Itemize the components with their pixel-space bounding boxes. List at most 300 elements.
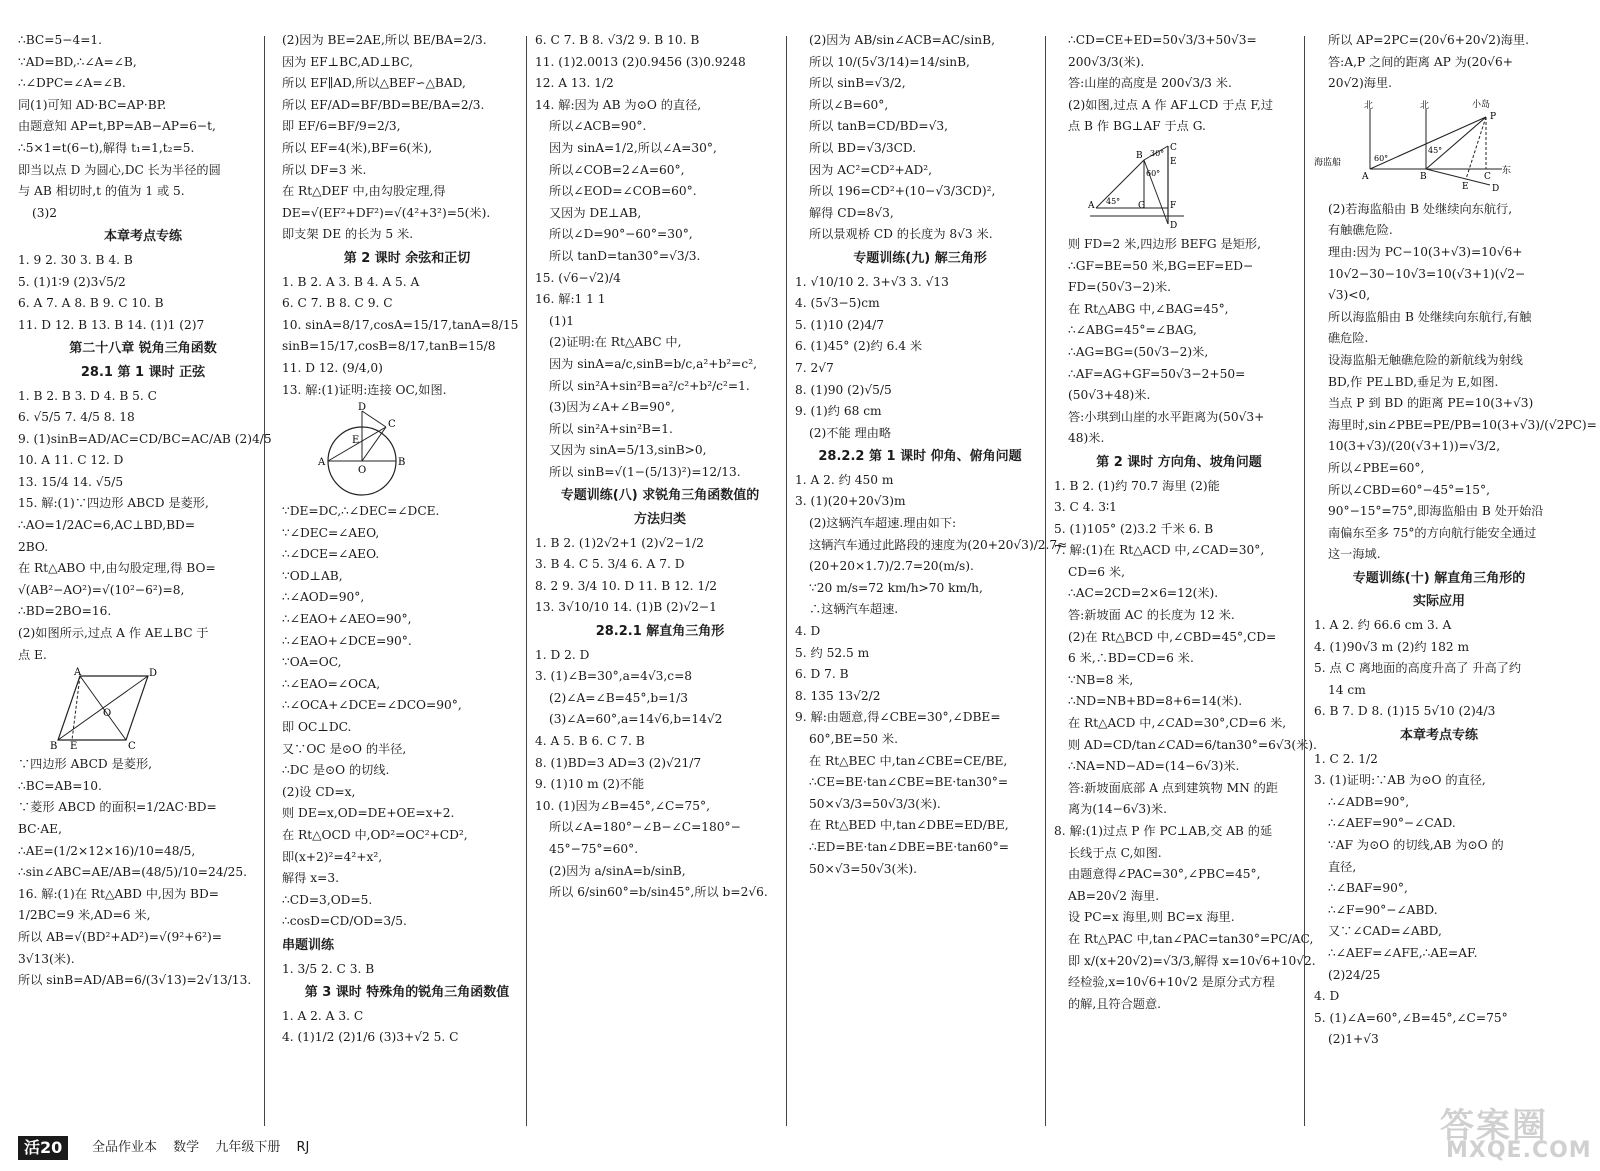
answer-line: 1. 3/5 2. C 3. B [282, 961, 375, 976]
answer-line: 48)米. [1068, 431, 1105, 446]
answer-column-5 [1054, 30, 1317, 1130]
answer-line: 9. (1)约 68 cm [795, 404, 882, 419]
answer-line: 解得 x=3. [282, 871, 339, 886]
answer-line: 解得 CD=8√3, [809, 205, 894, 220]
answer-line: 因为 EF⊥BC,AD⊥BC, [282, 54, 413, 69]
answer-line: 所以海监船由 B 处继续向东航行,有触 [1328, 309, 1532, 324]
answer-line: ∴AC=2CD=2×6=12(米). [1068, 586, 1219, 601]
answer-line: 设海监船无触礁危险的新航线为射线 [1328, 352, 1523, 367]
answer-line: 5. (1)105° (2)3.2 千米 6. B [1054, 521, 1214, 536]
answer-line: ∵AF 为⊙O 的切线,AB 为⊙O 的 [1328, 838, 1504, 852]
answer-line: 3. (1)∠B=30°,a=4√3,c=8 [535, 669, 693, 684]
answer-line: 9. (1)10 m (2)不能 [535, 777, 645, 792]
answer-column-3 [535, 30, 785, 1130]
answer-line: 2BO. [18, 539, 49, 554]
answer-line: (2)这辆汽车超速.理由如下: [809, 516, 957, 531]
answer-line: 所以∠ACB=90°. [549, 119, 647, 134]
answer-line: 即当以点 D 为圆心,DC 长为半径的圆 [18, 162, 221, 177]
answer-line: ∴∠OCA+∠DCE=∠DCO=90°, [282, 698, 462, 713]
answer-line: 11. D 12. B 13. B 14. (1)1 (2)7 [18, 317, 205, 332]
section-heading: 专题训练(十) 解直角三角形的 [1352, 570, 1526, 586]
answer-line: 50×√3/3=50√3/3(米). [809, 796, 941, 811]
answer-line: 在 Rt△ABO 中,由勾股定理,得 BO= [18, 561, 216, 576]
answer-line: CD=6 米, [1068, 564, 1125, 579]
answer-line: 5. (1)∠A=60°,∠B=45°,∠C=75° [1314, 1010, 1508, 1025]
answer-line: ∴BC=5−4=1. [18, 33, 103, 47]
answer-line: ∵四边形 ABCD 是菱形, [18, 757, 153, 772]
answer-line: ∴5×1=t(6−t),解得 t₁=1,t₂=5. [18, 140, 195, 155]
answer-line: 在 Rt△BEC 中,tan∠CBE=CE/BE, [809, 753, 1008, 768]
answer-line: 又因为 DE⊥AB, [549, 205, 642, 220]
answer-line: (2)设 CD=x, [282, 784, 356, 799]
answer-line: √(AB²−AO²)=√(10²−6²)=8, [18, 582, 185, 597]
page-footer [0, 1134, 1600, 1164]
answer-line: ∴∠EAO=∠OCA, [282, 676, 381, 691]
answer-line: ∴GF=BE=50 米,BG=EF=ED− [1068, 258, 1254, 273]
answer-line: (2)因为 a/sinA=b/sinB, [549, 863, 686, 878]
answer-line: 6. B 7. D 8. (1)15 5√10 (2)4/3 [1314, 704, 1496, 719]
answer-line: ∴∠AEF=∠AFE,∴AE=AF. [1328, 945, 1478, 960]
answer-line: 答:新坡面底部 A 点到建筑物 MN 的距 [1068, 780, 1278, 795]
answer-line: 所以∠A=180°−∠B−∠C=180°− [549, 820, 741, 835]
answer-line: ∴AE=(1/2×12×16)/10=48/5, [18, 843, 196, 858]
answer-line: 200√3/3(米). [1068, 54, 1145, 69]
answer-line: 所以景观桥 CD 的长度为 8√3 米. [809, 227, 993, 242]
fig2-label: B [398, 457, 406, 469]
fig4-label: 海监船 [1314, 157, 1342, 168]
answer-line: (2)∠A=∠B=45°,b=1/3 [549, 690, 688, 705]
answer-line: 8. 135 13√2/2 [795, 688, 881, 703]
answer-line: 1. 9 2. 30 3. B 4. B [18, 252, 133, 267]
fig4-label: 小岛 [1472, 99, 1491, 110]
answer-line: ∴BC=AB=10. [18, 778, 102, 793]
answer-line: 这一海域. [1328, 547, 1381, 562]
section-heading: 28.1 第 1 课时 正弦 [80, 364, 206, 380]
answer-line: 有触礁危险. [1328, 223, 1393, 238]
answer-line: ∴NA=ND−AD=(14−6√3)米. [1068, 759, 1240, 774]
answer-line: 所以∠PBE=60°, [1328, 460, 1425, 475]
answer-line: 3. C 4. 3∶1 [1054, 500, 1117, 515]
section-heading: 专题训练(九) 解三角形 [853, 250, 987, 266]
fig4-label: 东 [1502, 165, 1512, 176]
answer-line: 12. A 13. 1/2 [535, 76, 614, 91]
section-heading: 本章考点专练 [103, 229, 182, 245]
fig3-label: A [1088, 200, 1095, 211]
answer-line: 同(1)可知 AD·BC=AP·BP. [18, 97, 167, 112]
answer-line: 13. 15/4 14. √5/5 [18, 474, 124, 489]
answer-line: ∴AG=BG=(50√3−2)米, [1068, 344, 1209, 359]
answer-line: 因为 sinA=1/2,所以∠A=30°, [549, 140, 717, 155]
answer-line: (2)不能 理由略 [809, 425, 892, 440]
answer-line: 所以 EF=4(米),BF=6(米), [282, 140, 433, 155]
answer-line: 经检验,x=10√6+10√2 是原分式方程 [1068, 975, 1275, 990]
answer-line: 的解,且符合题意. [1068, 996, 1162, 1011]
answer-line: 4. (1)90√3 m (2)约 182 m [1314, 639, 1470, 654]
answer-line: 即 EF/6=BF/9=2/3, [282, 119, 401, 134]
answer-line: 3. (1)(20+20√3)m [795, 494, 906, 509]
answer-line: sinB=15/17,cosB=8/17,tanB=15/8 [282, 339, 496, 354]
answer-line: 答:山崖的高度是 200√3/3 米. [1068, 76, 1232, 91]
answer-line: 8. (1)BD=3 AD=3 (2)√21/7 [535, 755, 702, 770]
answer-line: 所以 sinB=√3/2, [809, 76, 906, 91]
answer-line: (3)2 [32, 205, 58, 220]
answer-line: 在 Rt△DEF 中,由勾股定理,得 [282, 184, 446, 199]
answer-line: 1. A 2. 约 450 m [795, 472, 894, 487]
answer-line: ∴CD=CE+ED=50√3/3+50√3= [1068, 33, 1257, 47]
fig4-label: P [1490, 111, 1497, 122]
sea-navigation-figure [1314, 99, 1514, 195]
column-divider [1045, 36, 1046, 1126]
answer-line: 所以∠D=90°−60°=30°, [549, 227, 693, 242]
answer-line: 7. 2√7 [795, 360, 834, 375]
answer-line: 1. A 2. A 3. C [282, 1008, 364, 1023]
answer-line: 6. D 7. B [795, 667, 849, 682]
section-heading: 第 3 课时 特殊角的锐角三角函数值 [304, 985, 510, 1001]
fig4-label: A [1362, 171, 1369, 182]
answer-line: 4. A 5. B 6. C 7. B [535, 734, 645, 748]
answer-line: 所以∠B=60°, [809, 97, 889, 112]
answer-line: 所以 AP=2PC=(20√6+20√2)海里. [1328, 33, 1529, 47]
fig4-label: 60° [1374, 153, 1389, 163]
answer-line: 又∵∠CAD=∠ABD, [1328, 924, 1442, 939]
section-heading: 第 2 课时 余弦和正切 [343, 250, 471, 266]
fig4-label: B [1420, 171, 1427, 182]
fig2-label: C [388, 419, 396, 431]
answer-line: 则 FD=2 米,四边形 BEFG 是矩形, [1068, 236, 1261, 251]
cliff-figure [1084, 142, 1194, 230]
answer-line: BC·AE, [18, 822, 62, 836]
answer-line: DE=√(EF²+DF²)=√(4²+3²)=5(米). [282, 205, 491, 220]
answer-line: (2)如图,过点 A 作 AF⊥CD 于点 F,过 [1068, 97, 1274, 112]
answer-line: 又因为 sinA=5/13,sinB>0, [549, 443, 707, 458]
answer-line: 所以 sinB=√(1−(5/13)²)=12/13. [549, 464, 741, 479]
answer-column-6 [1314, 30, 1597, 1130]
answer-line: ∴ND=NB+BD=8+6=14(米). [1068, 694, 1243, 709]
answer-line: ∴∠ABG=45°=∠BAG, [1068, 323, 1197, 338]
answer-line: 60°,BE=50 米. [809, 732, 898, 746]
section-heading: 本章考点专练 [1399, 728, 1478, 744]
fig4-label: 北 [1364, 100, 1374, 111]
fig4-label: 45° [1428, 145, 1443, 155]
column-divider [1304, 36, 1305, 1126]
answer-line: (2)如图所示,过点 A 作 AE⊥BC 于 [18, 626, 209, 641]
answer-line: 5. (1)10 (2)4/7 [795, 317, 885, 332]
answer-line: 8. 解:(1)过点 P 作 PC⊥AB,交 AB 的延 [1054, 824, 1273, 838]
answer-line: ∵20 m/s=72 km/h>70 km/h, [809, 580, 983, 595]
fig1-label: B [50, 741, 58, 753]
section-heading: 实际应用 [1412, 594, 1465, 610]
answer-line: 6 米,∴BD=CD=6 米. [1068, 651, 1194, 666]
answer-line: 礁危险. [1328, 331, 1369, 346]
fig3-label: 30° [1150, 148, 1165, 158]
answer-line: 4. (1)1/2 (2)1/6 (3)3+√2 5. C [282, 1030, 459, 1045]
answer-line: 所以 sin²A+sin²B=1. [549, 421, 673, 436]
fig3-label: 45° [1106, 196, 1121, 206]
answer-line: (2)24/25 [1328, 967, 1381, 982]
answer-line: 点 B 作 BG⊥AF 于点 G. [1068, 119, 1206, 134]
rhombus-figure [48, 667, 158, 753]
grade-label: 九年级下册 [215, 1140, 281, 1155]
answer-line: 3. B 4. C 5. 3/4 6. A 7. D [535, 557, 685, 572]
answer-line: 5. 约 52.5 m [795, 645, 870, 660]
answer-line: 即支架 DE 的长为 5 米. [282, 227, 414, 242]
answer-line: 因为 AC²=CD²+AD², [809, 162, 932, 177]
answer-line: ∴∠DPC=∠A=∠B. [18, 76, 126, 91]
fig4-label: 北 [1420, 100, 1430, 111]
book-title: 全品作业本 [92, 1140, 158, 1155]
subject-label: 数学 [173, 1140, 200, 1155]
section-heading: 第 2 课时 方向角、坡角问题 [1096, 454, 1262, 470]
answer-line: 4. (5√3−5)cm [795, 296, 880, 311]
answer-line: 7. 解:(1)在 Rt△ACD 中,∠CAD=30°, [1054, 543, 1265, 558]
answer-line: 1/2BC=9 米,AD=6 米, [18, 908, 151, 923]
answer-line: 16. 解:1 1 1 [535, 292, 606, 307]
answer-line: ∴BD=2BO=16. [18, 604, 112, 619]
fig2-label: O [358, 465, 367, 477]
answer-line: 45°−75°=60°. [549, 841, 639, 856]
answer-line: (2)在 Rt△BCD 中,∠CBD=45°,CD= [1068, 629, 1277, 644]
answer-line: AB=20√2 海里. [1068, 888, 1160, 903]
answer-line: 1. A 2. 约 66.6 cm 3. A [1314, 618, 1452, 633]
answer-line: 则 AD=CD/tan∠CAD=6/tan30°=6√3(米). [1068, 737, 1317, 752]
answer-line: 海里时,sin∠PBE=PE/PB=10(3+√3)/(√2PC)= [1328, 417, 1597, 432]
answer-line: ∴CD=3,OD=5. [282, 892, 373, 907]
answer-line: 5. 点 C 离地面的高度升高了 升高了约 [1314, 661, 1522, 676]
answer-line: 长线于点 C,如图. [1068, 845, 1162, 860]
answer-line: 6. (1)45° (2)约 6.4 米 [795, 339, 923, 354]
answer-line: 所以∠COB=2∠A=60°, [549, 162, 685, 177]
answer-line: 南偏东至多 75°的方向航行能安全通过 [1328, 525, 1537, 540]
answer-line: √3)<0, [1328, 288, 1371, 303]
answer-line: 1. B 2. (1)约 70.7 海里 (2)能 [1054, 478, 1220, 493]
answer-line: 即(x+2)²=4²+x², [282, 849, 383, 864]
answer-line: 6. √5/5 7. 4/5 8. 18 [18, 410, 135, 425]
answer-line: 则 DE=x,OD=DE+OE=x+2. [282, 806, 455, 821]
answer-line: 11. D 12. (9/4,0) [282, 360, 383, 375]
answer-line: 即 OC⊥DC. [282, 720, 352, 735]
answer-line: (3)因为∠A+∠B=90°, [549, 400, 675, 415]
answer-line: ∴∠ADB=90°, [1328, 794, 1410, 809]
answer-line: 在 Rt△OCD 中,OD²=OC²+CD², [282, 828, 468, 842]
answer-line: 所以 sin²A+sin²B=a²/c²+b²/c²=1. [549, 378, 750, 393]
answer-line: 在 Rt△PAC 中,tan∠PAC=tan30°=PC/AC, [1068, 931, 1314, 946]
answer-line: 即 x/(x+20√2)=√3/3,解得 x=10√6+10√2. [1068, 953, 1316, 968]
answer-line: 6. A 7. A 8. B 9. C 10. B [18, 296, 164, 311]
answer-line: 6. C 7. B 8. √3/2 9. B 10. B [535, 33, 700, 47]
answer-line: 在 Rt△ABG 中,∠BAG=45°, [1068, 301, 1229, 316]
answer-line: 1. √10/10 2. 3+√3 3. √13 [795, 274, 949, 289]
fig1-label: C [128, 741, 136, 753]
answer-line: FD=(50√3−2)米. [1068, 280, 1172, 295]
section-heading: 28.2.2 第 1 课时 仰角、俯角问题 [818, 449, 1022, 465]
fig4-label: C [1484, 171, 1491, 182]
answer-line: 所以 AB=√(BD²+AD²)=√(9²+6²)= [18, 929, 222, 944]
edition-label: RJ [296, 1140, 310, 1155]
fig1-label: E [70, 741, 78, 753]
answer-column-2 [282, 30, 532, 1130]
answer-line: 6. C 7. B 8. C 9. C [282, 296, 393, 311]
answer-line: 3√13(米). [18, 951, 75, 966]
answer-line: ∵OA=OC, [282, 655, 342, 670]
section-heading: 第二十八章 锐角三角函数 [69, 341, 217, 357]
answer-line: 50×√3=50√3(米). [809, 861, 918, 876]
answer-line: ∴∠AOD=90°, [282, 590, 365, 605]
answer-line: 10. sinA=8/17,cosA=15/17,tanA=8/15 [282, 317, 519, 332]
book-info [92, 1138, 321, 1158]
answer-line: (2)1+√3 [1328, 1032, 1379, 1047]
fig3-label: C [1170, 142, 1177, 153]
answer-line: 所以∠CBD=60°−45°=15°, [1328, 482, 1490, 497]
answer-line: ∴AF=AG+GF=50√3−2+50= [1068, 366, 1246, 381]
answer-line: 4. D [795, 624, 821, 639]
answer-line: 设 PC=x 海里,则 BC=x 海里. [1068, 910, 1235, 925]
answer-line: ∴cosD=CD/OD=3/5. [282, 914, 407, 929]
section-heading: 28.2.1 解直角三角形 [595, 624, 725, 640]
answer-line: 当点 P 到 BD 的距离 PE=10(3+√3) [1328, 396, 1534, 411]
answer-line: (2)证明:在 Rt△ABC 中, [549, 335, 682, 350]
fig1-label: O [103, 708, 112, 720]
answer-column-4 [795, 30, 1068, 1130]
answer-line: 又∵OC 是⊙O 的半径, [282, 741, 407, 756]
answer-line: 所以 196=CD²+(10−√3/3CD)², [809, 184, 996, 199]
answer-line: 所以 DF=3 米. [282, 162, 367, 177]
answer-line: 在 Rt△BED 中,tan∠DBE=ED/BE, [809, 818, 1009, 833]
answer-line: 与 AB 相切时,t 的值为 1 或 5. [18, 184, 185, 199]
answer-line: (2)因为 BE=2AE,所以 BE/BA=2/3. [282, 33, 487, 47]
answer-line: 10. A 11. C 12. D [18, 453, 124, 468]
fig3-label: E [1170, 156, 1177, 167]
answer-line: 所以 tanD=tan30°=√3/3. [549, 248, 701, 263]
answer-column-1 [18, 30, 272, 1130]
answer-line: 1. B 2. B 3. D 4. B 5. C [18, 388, 157, 403]
answer-line: 点 E. [18, 647, 47, 662]
answer-line: 10. (1)因为∠B=45°,∠C=75°, [535, 798, 710, 813]
answer-line: 1. D 2. D [535, 647, 590, 662]
answer-line: 因为 sinA=a/c,sinB=b/c,a²+b²=c², [549, 356, 757, 371]
column-divider [526, 36, 527, 1126]
answer-line: 11. (1)2.0013 (2)0.9456 (3)0.9248 [535, 54, 746, 69]
fig3-label: D [1170, 220, 1178, 231]
fig3-label: 60° [1146, 168, 1161, 178]
fig3-label: G [1138, 200, 1146, 211]
answer-line: ∵AD=BD,∴∠A=∠B, [18, 54, 137, 69]
answer-line: 答:A,P 之间的距离 AP 为(20√6+ [1328, 54, 1513, 69]
answer-line: ∴∠EAO+∠AEO=90°, [282, 612, 412, 627]
answer-line: 所以 EF∥AD,所以△BEF∽△BAD, [282, 76, 466, 91]
section-heading: 方法归类 [633, 512, 686, 528]
answer-line: ∴ED=BE·tan∠DBE=BE·tan60°= [809, 839, 1009, 854]
answer-line: 20√2)海里. [1328, 76, 1393, 91]
page-number-badge: 活20 [18, 1136, 68, 1160]
answer-line: 由题意知 AP=t,BP=AB−AP=6−t, [18, 119, 216, 134]
answer-line: ∵NB=8 米, [1068, 672, 1134, 687]
answer-line: 16. 解:(1)在 Rt△ABD 中,因为 BD= [18, 886, 219, 901]
column-divider [786, 36, 787, 1126]
answer-line: 1. C 2. 1/2 [1314, 751, 1378, 766]
answer-line: 所以∠EOD=∠COB=60°. [549, 184, 697, 199]
answer-line: (1)1 [549, 313, 575, 328]
answer-line: 15. (√6−√2)/4 [535, 270, 621, 285]
answer-line: ∴sin∠ABC=AE/AB=(48/5)/10=24/25. [18, 865, 247, 880]
answer-line: ∴∠AEF=90°−∠CAD. [1328, 816, 1456, 831]
answer-line: 9. 解:由题意,得∠CBE=30°,∠DBE= [795, 710, 1001, 725]
watermark-url: MXQE.COM [1446, 1138, 1592, 1163]
answer-line: (50√3+48)米. [1068, 388, 1151, 403]
answer-line: ∴AO=1/2AC=6,AC⊥BD,BD= [18, 518, 196, 533]
answer-line: ∴∠BAF=90°, [1328, 881, 1408, 896]
fig4-label: E [1462, 181, 1469, 192]
answer-line: ∵OD⊥AB, [282, 568, 343, 583]
answer-line: 所以 EF/AD=BF/BD=BE/BA=2/3. [282, 97, 485, 112]
answer-line: 在 Rt△ACD 中,∠CAD=30°,CD=6 米, [1068, 716, 1287, 731]
answer-line: 90°−15°=75°,即海监船由 B 处开始沿 [1328, 504, 1544, 519]
answer-line: ∴∠F=90°−∠ABD. [1328, 902, 1438, 917]
answer-line: ∴∠DCE=∠AEO. [282, 547, 380, 562]
watermark-logo: 答案圈 [1440, 1106, 1548, 1146]
answer-line: 3. (1)证明:∵AB 为⊙O 的直径, [1314, 773, 1486, 788]
answer-line: (2)若海监船由 B 处继续向东航行, [1328, 201, 1513, 216]
answer-line: ∵DE=DC,∴∠DEC=∠DCE. [282, 504, 440, 519]
answer-line: 所以 6/sin60°=b/sin45°,所以 b=2√6. [549, 885, 768, 900]
answer-line: ∴∠EAO+∠DCE=90°. [282, 633, 412, 648]
fig2-label: E [352, 435, 360, 447]
answer-line: BD,作 PE⊥BD,垂足为 E,如图. [1328, 374, 1499, 389]
answer-line: 由题意得∠PAC=30°,∠PBC=45°, [1068, 867, 1261, 882]
column-divider [264, 36, 265, 1126]
answer-line: 13. 3√10/10 14. (1)B (2)√2−1 [535, 600, 717, 615]
answer-line: 所以 BD=√3/3CD. [809, 140, 917, 155]
answer-line: 离为(14−6√3)米. [1068, 802, 1167, 817]
answer-line: 所以 10/(5√3/14)=14/sinB, [809, 54, 970, 69]
answer-line: 答:小琪到山崖的水平距离为(50√3+ [1068, 409, 1265, 424]
answer-line: 所以 sinB=AD/AB=6/(3√13)=2√13/13. [18, 973, 252, 988]
answer-line: (2)因为 AB/sin∠ACB=AC/sinB, [809, 33, 995, 47]
answer-line: 8. 2 9. 3/4 10. D 11. B 12. 1/2 [535, 578, 717, 593]
fig2-label: D [358, 402, 367, 414]
answer-line: 13. 解:(1)证明:连接 OC,如图. [282, 382, 447, 397]
answer-line: 10√2−30−10√3=10(√3+1)(√2− [1328, 266, 1526, 281]
circle-tangent-figure [312, 402, 432, 497]
answer-line: 14. 解:因为 AB 为⊙O 的直径, [535, 97, 702, 112]
section-heading: 串题训练 [282, 937, 335, 953]
fig3-label: F [1170, 200, 1177, 211]
answer-line: 5. (1)1∶9 (2)3√5/2 [18, 274, 126, 289]
fig3-label: B [1136, 150, 1143, 161]
answer-line: 8. (1)90 (2)√5/5 [795, 382, 892, 397]
fig4-label: D [1492, 183, 1500, 194]
answer-line: 9. (1)sinB=AD/AC=CD/BC=AC/AB (2)4/5 [18, 431, 272, 446]
answer-line: (3)∠A=60°,a=14√6,b=14√2 [549, 712, 723, 727]
answer-line: 1. B 2. (1)2√2+1 (2)√2−1/2 [535, 535, 704, 550]
answer-line: ∵∠DEC=∠AEO, [282, 525, 380, 540]
fig1-label: A [74, 667, 82, 679]
answer-line: 15. 解:(1)∵四边形 ABCD 是菱形, [18, 496, 209, 511]
answer-line: ∴这辆汽车超速. [809, 602, 899, 617]
answer-line: ∴DC 是⊙O 的切线. [282, 763, 390, 778]
answer-line: 14 cm [1328, 682, 1366, 697]
answer-line: 理由:因为 PC−10(3+√3)=10√6+ [1328, 244, 1523, 259]
answer-line: ∴CE=BE·tan∠CBE=BE·tan30°= [809, 775, 1009, 790]
answer-line: 所以 tanB=CD/BD=√3, [809, 119, 948, 134]
answer-line: 10(3+√3)/(20(√3+1))=√3/2, [1328, 439, 1501, 454]
answer-line: 直径, [1328, 859, 1357, 874]
answer-line: 1. B 2. A 3. B 4. A 5. A [282, 274, 420, 289]
section-heading: 专题训练(八) 求锐角三角函数值的 [560, 488, 760, 504]
answer-line: 4. D [1314, 989, 1340, 1004]
fig2-label: A [318, 457, 326, 469]
answer-line: 这辆汽车通过此路段的速度为(20+20√3)/2.7≈ [809, 537, 1068, 552]
answer-line: (20+20×1.7)/2.7=20(m/s). [809, 559, 974, 574]
